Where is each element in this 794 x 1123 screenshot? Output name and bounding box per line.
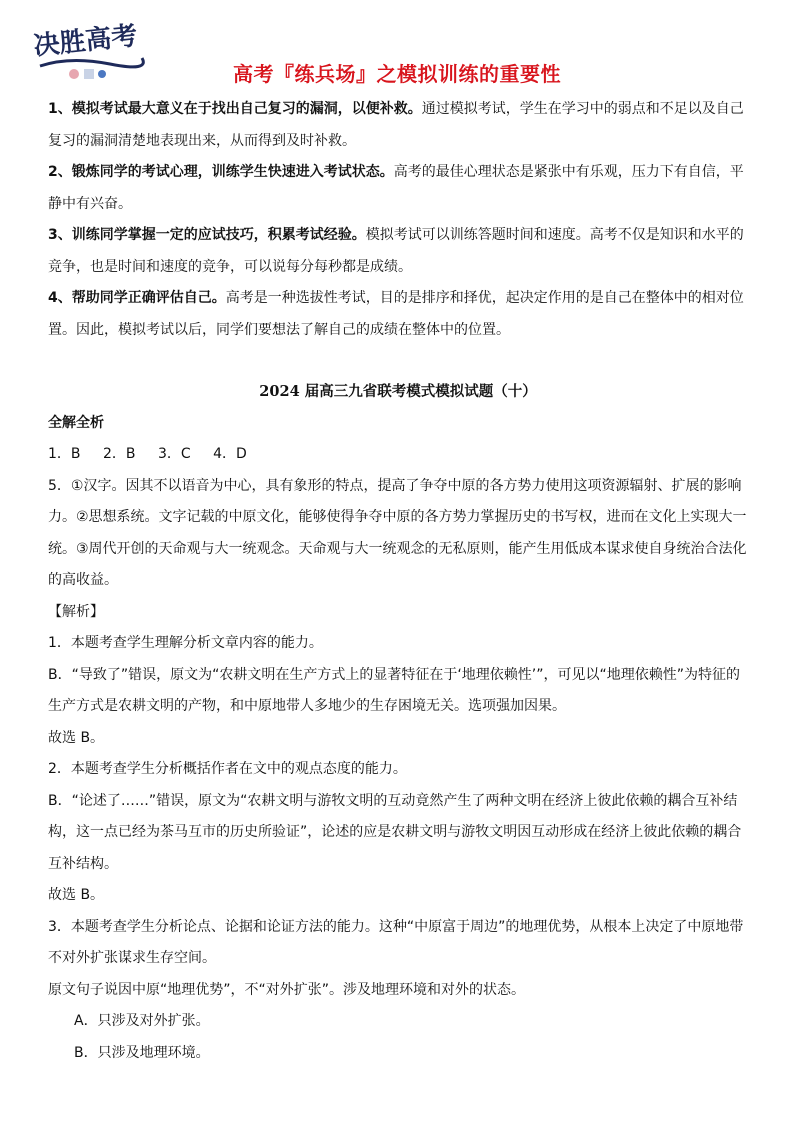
- analysis-line: 2．本题考查学生分析概括作者在文中的观点态度的能力。: [48, 761, 407, 777]
- option-line: B．只涉及地理环境。: [74, 1044, 210, 1061]
- answer-4: 4．D: [213, 446, 247, 462]
- q5-answer: 5．①汉字。因其不以语音为中心，具有象形的特点，提高了争夺中原的各方势力使用这项资源辐射、扩展的影响力。②思想系统。文字记载的中原文化，能够使得争夺中原的各方势力掌握历史的书写权，进而在文化上实现大一统。③周代开创的天命观与大一统观念。天命观与大一统观念的无私原则，能产生用低成本谋求使自身统治合法化的高收益。: [48, 477, 747, 588]
- answer-2: 2．B: [102, 446, 136, 462]
- analysis-line: 原文句子说因中原“地理优势”，不“对外扩张”。涉及地理环境和对外的状态。: [48, 981, 526, 998]
- intro-paragraph-4: [48, 283, 748, 346]
- exam-title: 2024 届高三九省联考模式模拟试题（十）: [259, 383, 537, 400]
- analysis-line: 故选 B。: [48, 887, 105, 903]
- intro-text-2: 高考的最佳心理状态是紧张中有乐观，压力下有自信，平静中有兴奋。: [48, 164, 744, 212]
- intro-paragraph-3: [48, 220, 748, 283]
- option-line: A．只涉及对外扩张。: [74, 1013, 210, 1029]
- intro-paragraph-2: [48, 157, 748, 220]
- answer-1: 1．B: [48, 446, 81, 462]
- analysis-line: 1．本题考查学生理解分析文章内容的能力。: [48, 635, 323, 651]
- answer-key: [48, 439, 748, 471]
- analysis-label: 【解析】: [48, 603, 104, 620]
- intro-paragraph-1: [48, 94, 748, 157]
- analysis-line: B．“导致了”错误，原文为“农耕文明在生产方式上的显著特征在于‘地理依赖性’”，可见以“地理依赖性”为特征的生产方式是农耕文明的产物，和中原地带人多地少的生存困境无关。选项强加因果。: [48, 666, 741, 714]
- intro-bold-4: 4、帮助同学正确评估自己。: [48, 290, 226, 306]
- analysis-line: 故选 B。: [48, 729, 105, 746]
- banner-title: 高考『练兵场』之模拟训练的重要性: [233, 62, 561, 86]
- document-body: [48, 94, 748, 1069]
- analysis-line: 3．本题考查学生分析论点、论据和论证方法的能力。这种“中原富于周边”的地理优势，从根本上决定了中原地带不对外扩张谋求生存空间。: [48, 918, 744, 966]
- intro-text-4: 高考是一种选拔性考试，目的是排序和择优，起决定作用的是自己在整体中的相对位置。因此，模拟考试以后，同学们要想法了解自己的成绩在整体中的位置。: [48, 290, 744, 338]
- intro-bold-1: 1、模拟考试最大意义在于找出自己复习的漏洞，以便补救。: [48, 101, 422, 117]
- intro-text-1: 通过模拟考试，学生在学习中的弱点和不足以及自己复习的漏洞清楚地表现出来，从而得到及时补救。: [48, 101, 744, 149]
- answer-3: 3．C: [157, 446, 191, 462]
- analysis-line: B．“论述了……”错误，原文为“农耕文明与游牧文明的互动竟然产生了两种文明在经济上彼此依赖的耦合互补结构，这一点已经为茶马互市的历史所验证”，论述的应是农耕文明与游牧文明因互动形成在经济上彼此依赖的耦合互补结构。: [48, 792, 742, 872]
- logo-text: 决胜高考: [32, 21, 139, 62]
- intro-text-3: 模拟考试可以训练答题时间和速度。高考不仅是知识和水平的竞争，也是时间和速度的竞争，可以说每分每秒都是成绩。: [48, 227, 744, 275]
- intro-bold-2: 2、锻炼同学的考试心理，训练学生快速进入考试状态。: [48, 164, 394, 180]
- intro-bold-3: 3、训练同学掌握一定的应试技巧，积累考试经验。: [48, 227, 366, 243]
- section-heading: 全解全析: [48, 414, 104, 431]
